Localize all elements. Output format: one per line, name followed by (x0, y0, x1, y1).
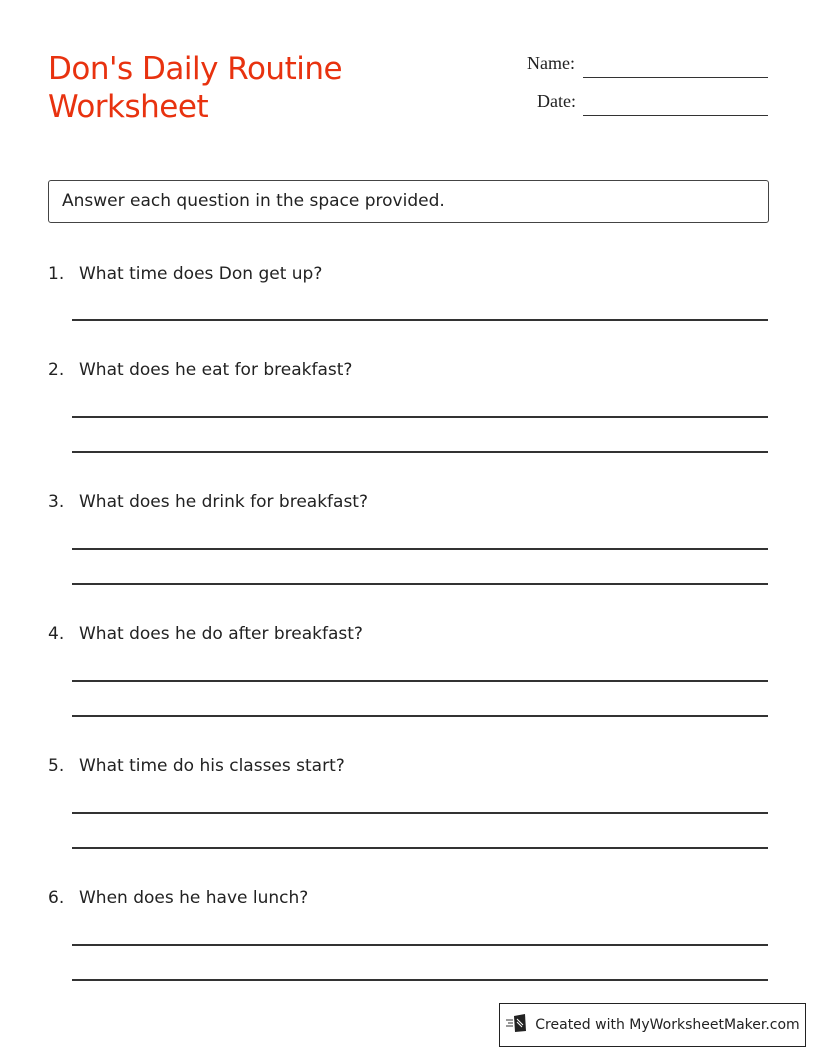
answer-line[interactable] (72, 680, 768, 682)
question-3 (48, 492, 368, 512)
question-5 (48, 756, 345, 776)
question-1 (48, 264, 322, 284)
date-field[interactable] (583, 101, 768, 116)
question-number: 4. (48, 624, 65, 644)
question-text: What does he do after breakfast? (79, 624, 363, 644)
question-number: 6. (48, 888, 65, 908)
answer-line[interactable] (72, 548, 768, 550)
question-number: 3. (48, 492, 65, 512)
question-text: What time does Don get up? (79, 264, 323, 284)
answer-line[interactable] (72, 812, 768, 814)
question-number: 5. (48, 756, 65, 776)
worksheet-logo-icon (505, 1013, 529, 1037)
name-label: Name: (527, 53, 575, 73)
answer-line[interactable] (72, 451, 768, 453)
answer-line[interactable] (72, 715, 768, 717)
answer-line[interactable] (72, 416, 768, 418)
date-label: Date: (537, 91, 576, 111)
question-text: What does he drink for breakfast? (79, 492, 368, 512)
credit-badge[interactable] (499, 1003, 806, 1047)
answer-line[interactable] (72, 979, 768, 981)
answer-line[interactable] (72, 319, 768, 321)
question-6 (48, 888, 308, 908)
question-text: What does he eat for breakfast? (79, 360, 353, 380)
question-4 (48, 624, 363, 644)
answer-line[interactable] (72, 847, 768, 849)
instructions-box: Answer each question in the space provided. (48, 180, 769, 223)
question-2 (48, 360, 352, 380)
question-text: What time do his classes start? (79, 756, 345, 776)
question-number: 1. (48, 264, 65, 284)
answer-line[interactable] (72, 944, 768, 946)
question-number: 2. (48, 360, 65, 380)
question-text: When does he have lunch? (79, 888, 309, 908)
answer-line[interactable] (72, 583, 768, 585)
name-field[interactable] (583, 63, 768, 78)
worksheet-title: Don's Daily Routine Worksheet (48, 51, 343, 125)
credit-text: Created with MyWorksheetMaker.com (535, 1017, 800, 1033)
